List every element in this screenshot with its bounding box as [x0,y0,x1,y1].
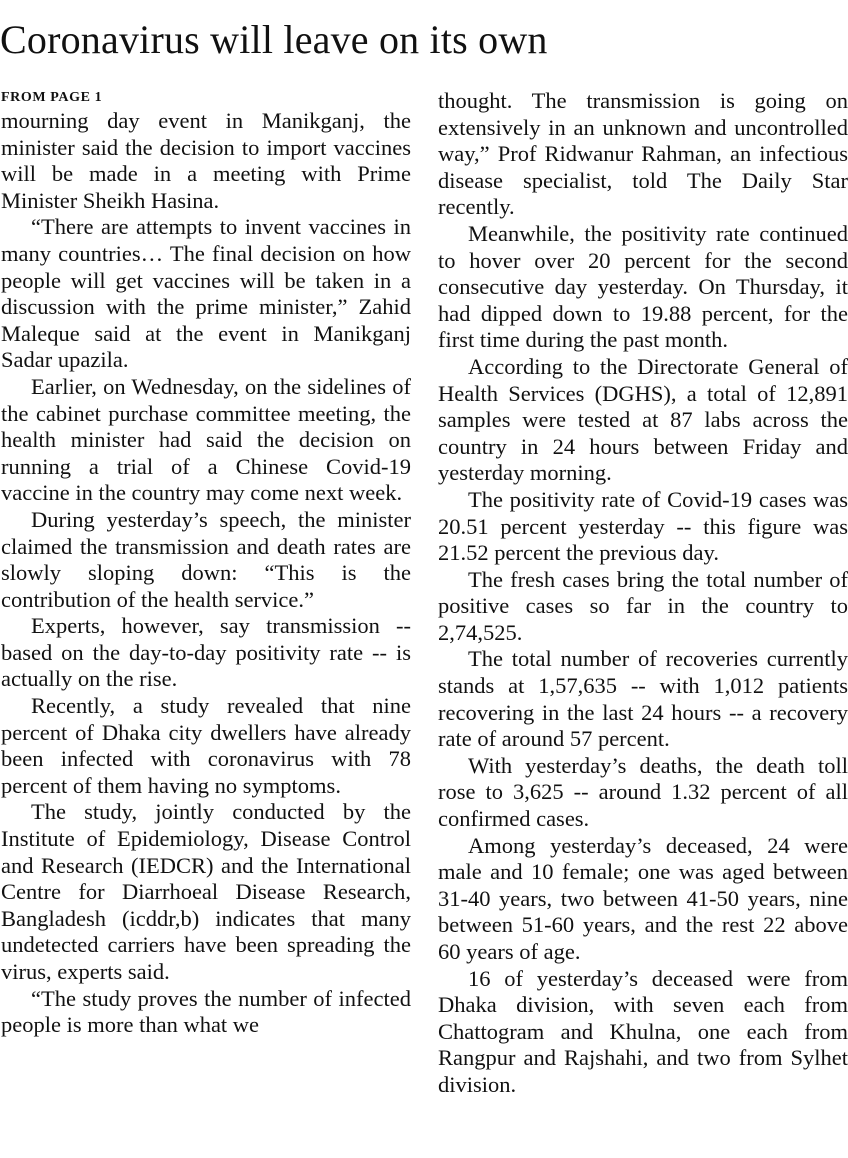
paragraph: thought. The transmission is going on extensively in an unknown and uncontrolled way,” Prof Ridwanur Rahman, an infectious disease specialist, told The Daily Star recently. [438,88,848,220]
paragraph: The fresh cases bring the total number of positive cases so far in the country to 2,74,525. [438,566,848,645]
paragraph: Recently, a study revealed that nine percent of Dhaka city dwellers have already been infected with coronavirus with 78 percent of them having no symptoms. [1,693,411,798]
paragraph: The study, jointly conducted by the Institute of Epidemiology, Disease Control and Research (IEDCR) and the International Centre for Diarrhoeal Disease Research, Bangladesh (icddr,b) indicates that many undetected carriers have been spreading the virus, experts said. [1,799,411,984]
paragraph: Experts, however, say transmission -- based on the day-to-day positivity rate -- is actually on the rise. [1,613,411,692]
paragraph: With yesterday’s deaths, the death toll rose to 3,625 -- around 1.32 percent of all confirmed cases. [438,752,848,832]
paragraph: “The study proves the number of infected people is more than what we [1,985,411,1038]
paragraph: During yesterday’s speech, the minister claimed the transmission and death rates are slowly sloping down: “This is the contribution of the health service.” [1,506,411,612]
continuation-kicker: FROM PAGE 1 [1,90,103,105]
paragraph: “There are attempts to invent vaccines in many countries… The final decision on how people will get vaccines will be taken in a discussion with the prime minister,” Zahid Maleque said at the event in Manikganj Sadar upazila. [1,214,411,373]
headline: Coronavirus will leave on its own [0,17,548,62]
paragraph: The total number of recoveries currently stands at 1,57,635 -- with 1,012 patients recovering in the last 24 hours -- a recovery rate of around 57 percent. [438,646,848,752]
paragraph: Meanwhile, the positivity rate continued to hover over 20 percent for the second consecutive day yesterday. On Thursday, it had dipped down to 19.88 percent, for the first time during the past month. [438,220,848,353]
paragraph: Among yesterday’s deceased, 24 were male and 10 female; one was aged between 31-40 years, two between 41-50 years, nine between 51-60 years, and the rest 22 above 60 years of age. [438,832,848,964]
paragraph: According to the Directorate General of Health Services (DGHS), a total of 12,891 samples were tested at 87 labs across the country in 24 hours between Friday and yesterday morning. [438,353,848,486]
paragraph: mourning day event in Manikganj, the minister said the decision to import vaccines will be made in a meeting with Prime Minister Sheikh Hasina. [1,108,411,213]
paragraph: 16 of yesterday’s deceased were from Dhaka division, with seven each from Chattogram and Khulna, one each from Rangpur and Rajshahi, and two from Sylhet division. [438,965,848,1097]
article-column-left [1,88,411,1039]
paragraph: Earlier, on Wednesday, on the sidelines of the cabinet purchase committee meeting, the health minister had said the decision on running a trial of a Chinese Covid-19 vaccine in the country may come next week. [1,373,411,506]
paragraph: The positivity rate of Covid-19 cases was 20.51 percent yesterday -- this figure was 21.52 percent the previous day. [438,486,848,566]
article-column-right [438,88,848,1099]
